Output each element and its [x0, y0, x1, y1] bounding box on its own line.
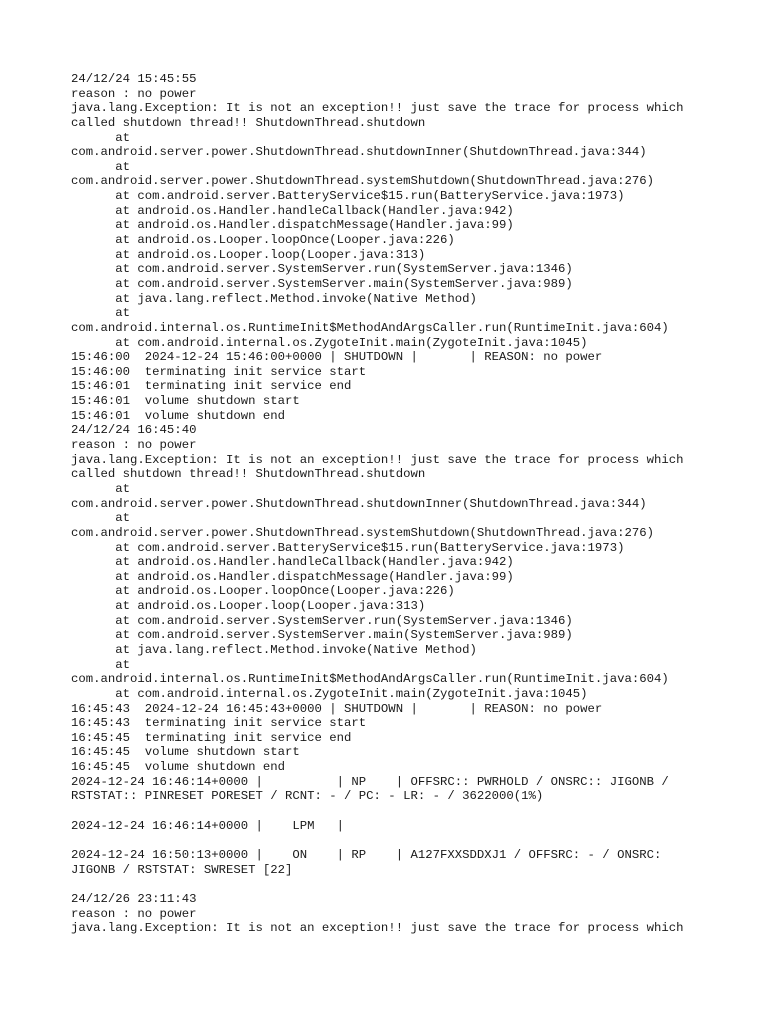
log-line: 15:46:00 terminating init service start [71, 364, 367, 379]
log-line: 16:45:43 2024-12-24 16:45:43+0000 | SHUTDOWN | | REASON: no power [71, 701, 603, 716]
log-line: 24/12/24 15:45:55 [71, 72, 197, 86]
log-line: at android.os.Handler.dispatchMessage(Handler.java:99) [71, 569, 514, 584]
log-line: at [71, 481, 131, 496]
log-line: 2024-12-24 16:46:14+0000 | | NP | OFFSRC:: PWRHOLD / ONSRC:: JIGONB / [71, 774, 669, 789]
log-line: at com.android.server.BatteryService$15.run(BatteryService.java:1973) [71, 189, 625, 204]
log-line: at java.lang.reflect.Method.invoke(Native Method) [71, 642, 477, 657]
log-line: RSTSTAT:: PINRESET PORESET / RCNT: - / PC: - LR: - / 3622000(1%) [71, 789, 544, 804]
log-line: at com.android.server.SystemServer.run(SystemServer.java:1346) [71, 613, 573, 628]
log-line: reason : no power [71, 438, 197, 453]
log-line [71, 877, 731, 892]
log-line: at android.os.Looper.loopOnce(Looper.java:226) [71, 233, 455, 248]
log-line: java.lang.Exception: It is not an exception!! just save the trace for process which [71, 101, 684, 116]
log-line: at android.os.Handler.dispatchMessage(Handler.java:99) [71, 218, 514, 233]
log-line: 2024-12-24 16:46:14+0000 | LPM | [71, 818, 345, 833]
log-line: java.lang.Exception: It is not an exception!! just save the trace for process which [71, 452, 684, 467]
log-line: 24/12/26 23:11:43 [71, 891, 197, 906]
log-line: com.android.server.power.ShutdownThread.systemShutdown(ShutdownThread.java:276) [71, 174, 654, 189]
log-line: 16:45:43 terminating init service start [71, 716, 367, 731]
log-line: called shutdown thread!! ShutdownThread.shutdown [71, 467, 426, 482]
log-line: com.android.server.power.ShutdownThread.systemShutdown(ShutdownThread.java:276) [71, 525, 654, 540]
log-line: 2024-12-24 16:50:13+0000 | ON | RP | A127FXXSDDXJ1 / OFFSRC: - / ONSRC: [71, 847, 662, 862]
log-line: at [71, 159, 131, 174]
log-line: at com.android.server.SystemServer.run(SystemServer.java:1346) [71, 262, 573, 277]
log-line: at [71, 306, 131, 321]
log-line [71, 804, 731, 819]
log-line: 15:46:01 terminating init service end [71, 379, 352, 394]
log-document [71, 72, 731, 936]
log-line: at android.os.Looper.loop(Looper.java:313) [71, 247, 426, 262]
log-line: 24/12/24 16:45:40 [71, 423, 197, 438]
log-line: reason : no power [71, 906, 197, 921]
log-line: java.lang.Exception: It is not an exception!! just save the trace for process which [71, 921, 684, 936]
log-line: com.android.server.power.ShutdownThread.shutdownInner(ShutdownThread.java:344) [71, 496, 647, 511]
log-line: at com.android.server.SystemServer.main(SystemServer.java:989) [71, 276, 573, 291]
log-line: called shutdown thread!! ShutdownThread.shutdown [71, 115, 426, 130]
log-line: 15:46:00 2024-12-24 15:46:00+0000 | SHUTDOWN | | REASON: no power [71, 350, 603, 365]
log-line: com.android.server.power.ShutdownThread.shutdownInner(ShutdownThread.java:344) [71, 145, 647, 160]
log-line: at com.android.server.SystemServer.main(SystemServer.java:989) [71, 628, 573, 643]
log-line: 16:45:45 terminating init service end [71, 730, 352, 745]
log-line: at com.android.internal.os.ZygoteInit.main(ZygoteInit.java:1045) [71, 686, 588, 701]
log-line: at [71, 657, 131, 672]
log-line: at com.android.internal.os.ZygoteInit.main(ZygoteInit.java:1045) [71, 335, 588, 350]
log-line: at [71, 130, 131, 145]
log-line: 16:45:45 volume shutdown start [71, 745, 300, 760]
log-line: 15:46:01 volume shutdown end [71, 408, 286, 423]
log-line: at com.android.server.BatteryService$15.run(BatteryService.java:1973) [71, 540, 625, 555]
log-line: 15:46:01 volume shutdown start [71, 394, 300, 409]
log-line [71, 833, 731, 848]
log-line: com.android.internal.os.RuntimeInit$MethodAndArgsCaller.run(RuntimeInit.java:604) [71, 320, 669, 335]
log-line: com.android.internal.os.RuntimeInit$MethodAndArgsCaller.run(RuntimeInit.java:604) [71, 672, 669, 687]
log-line: at android.os.Handler.handleCallback(Handler.java:942) [71, 555, 514, 570]
log-line: at android.os.Looper.loopOnce(Looper.java:226) [71, 584, 455, 599]
log-line: JIGONB / RSTSTAT: SWRESET [22] [71, 862, 293, 877]
log-line: at android.os.Handler.handleCallback(Handler.java:942) [71, 203, 514, 218]
log-line: at [71, 511, 131, 526]
log-line: 16:45:45 volume shutdown end [71, 760, 286, 775]
log-line: reason : no power [71, 86, 197, 101]
log-line: at android.os.Looper.loop(Looper.java:313) [71, 599, 426, 614]
log-line: at java.lang.reflect.Method.invoke(Native Method) [71, 291, 477, 306]
